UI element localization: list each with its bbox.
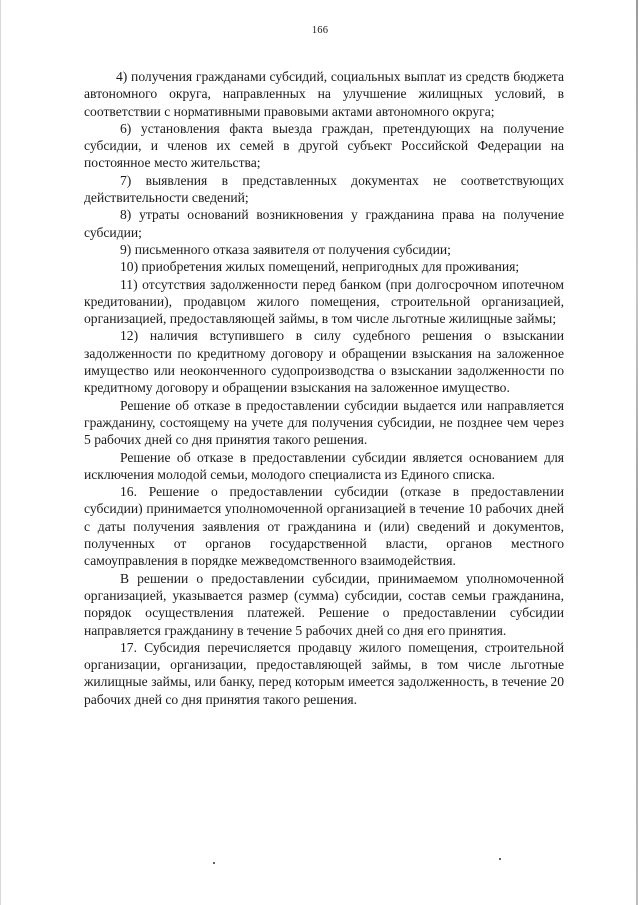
- paragraph-item-6: 6) установления факта выезда граждан, претендующих на получение субсидии, и членов их семей в другой субъект Российской Федерации на постоянное место жительства;: [84, 120, 564, 171]
- paragraph-refusal-delivery: Решение об отказе в предоставлении субсидии выдается или направляется гражданину, состоящему на учете для получения субсидии, не позднее чем через 5 рабочих дней со дня принятия такого решения.: [84, 397, 564, 448]
- paragraph-item-12: 12) наличия вступившего в силу судебного решения о взыскании задолженности по кредитному договору и обращении взыскания на заложенное имущество или неоконченного судопроизводства о взыскании задолженности по кредитному договору и обращении взыскания на заложенное имущество.: [84, 328, 564, 396]
- scan-edge-left: [0, 0, 1, 905]
- scan-speck: [213, 862, 215, 864]
- paragraph-refusal-exclusion: Решение об отказе в предоставлении субсидии является основанием для исключения молодой семьи, молодого специалиста из Единого списка.: [84, 449, 564, 482]
- paragraph-decision-content: В решении о предоставлении субсидии, принимаемом уполномоченной организацией, указывается размер (сумма) субсидии, состав семьи гражданина, порядок осуществления платежей. Решение о предоставлении субсидии направляется гражданину в течение 5 рабочих дней со дня его принятия.: [84, 570, 564, 638]
- paragraph-item-7: 7) выявления в представленных документах не соответствующих действительности сведений;: [84, 172, 564, 206]
- paragraph-item-4: 4) получения гражданами субсидий, социальных выплат из средств бюджета автономного округа, направленных на улучшение жилищных условий, в соответствии с нормативными правовыми актами автономного округа;: [84, 69, 564, 119]
- paragraph-item-9: 9) письменного отказа заявителя от получения субсидии;: [120, 241, 451, 257]
- page-number: 166: [311, 25, 329, 36]
- document-body: [84, 68, 564, 708]
- paragraph-item-8: 8) утраты оснований возникновения у гражданина права на получение субсидии;: [84, 207, 564, 240]
- paragraph-clause-16: 16. Решение о предоставлении субсидии (отказе в предоставлении субсидии) принимается уполномоченной организацией в течение 10 рабочих дней с даты получения заявления от гражданина и (или) сведений и документов, полученных от органов государственной власти, органов местного самоуправления в порядке межведомственного взаимодействия.: [84, 484, 564, 569]
- paragraph-clause-17: 17. Субсидия перечисляется продавцу жилого помещения, строительной организации, организации, предоставляющей займы, в том числе льготные жилищные займы, или банку, перед которым имеется задолженность, в течение 20 рабочих дней со дня принятия такого решения.: [84, 639, 564, 707]
- paragraph-item-10: 10) приобретения жилых помещений, непригодных для проживания;: [120, 259, 520, 275]
- scan-edge-right: [636, 0, 638, 905]
- paragraph-item-11: 11) отсутствия задолженности перед банком (при долгосрочном ипотечном кредитовании), продавцом жилого помещения, строительной организацией, организацией, предоставляющей займы, в том числе льготные жилищные займы;: [84, 276, 564, 327]
- scan-speck: [499, 858, 501, 860]
